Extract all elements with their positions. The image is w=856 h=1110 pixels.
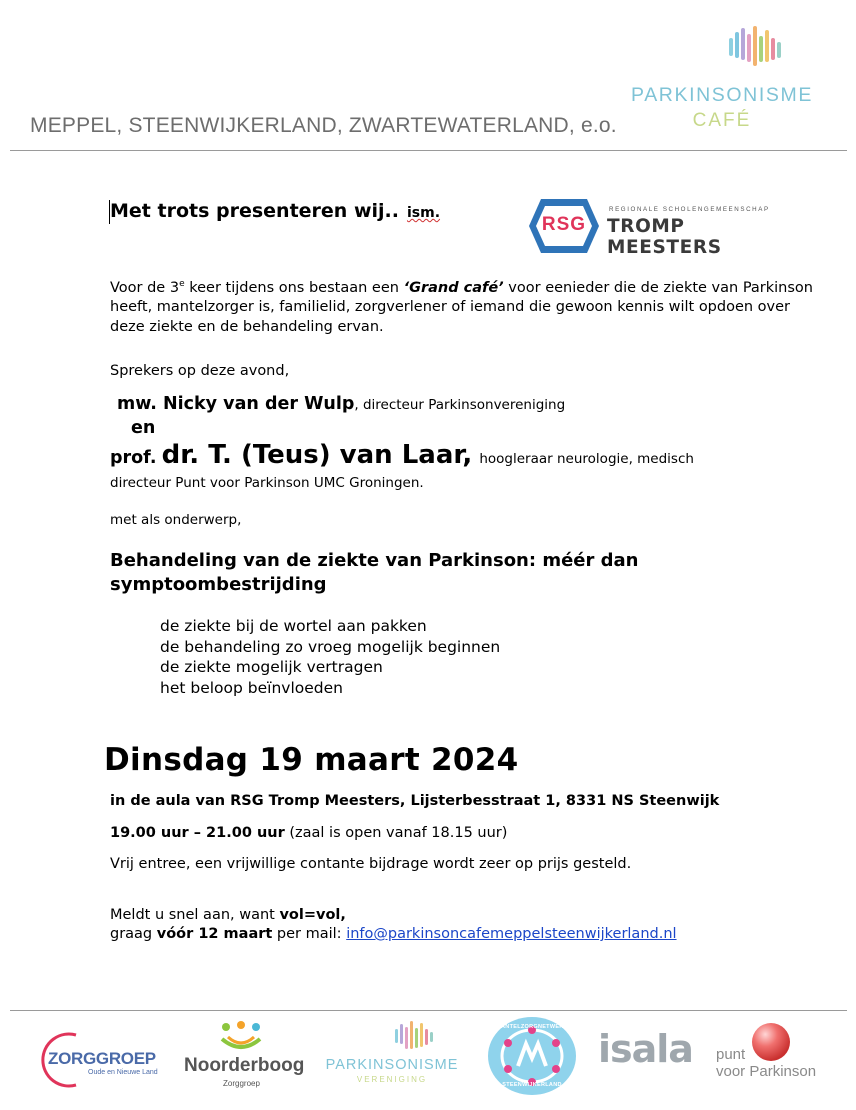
subject-points: [160, 616, 500, 698]
event-time-range: 19.00 uur – 21.00 uur: [110, 825, 285, 841]
intro-p-mid: keer tijdens ons bestaan een: [184, 279, 404, 296]
intro-title-text: Met trots presenteren wij..: [110, 200, 399, 222]
register-line1-bold: vol=vol,: [279, 907, 346, 923]
intro-paragraph: [110, 275, 825, 337]
subject-title: Behandeling van de ziekte van Parkinson: méér dan symptoombestrijding: [110, 550, 639, 595]
register-line2-pre: graag: [110, 926, 157, 942]
zorggroep-logo: [36, 1015, 166, 1095]
event-time: [110, 825, 507, 841]
mantelzorg-bottom: STEENWIJKERLAND: [502, 1082, 562, 1088]
subject-point: de ziekte bij de wortel aan pakken: [160, 617, 427, 635]
rsg-abbr: RSG: [541, 214, 587, 235]
rsg-tromp-meesters-logo: [527, 197, 789, 258]
logo-title: PARKINSONISME: [631, 84, 813, 106]
register-line2: [110, 926, 677, 942]
subject-point: het beloop beïnvloeden: [160, 678, 343, 697]
intro-title: [110, 200, 440, 222]
punt-voor-parkinson-logo: [712, 1015, 832, 1095]
speaker1-name: mw. Nicky van der Wulp: [117, 394, 355, 414]
intro-p-em: ‘Grand café’: [403, 279, 504, 296]
register-line1: [110, 907, 346, 923]
pv-main: PARKINSONISME: [325, 1057, 459, 1073]
event-date: Dinsdag 19 maart 2024: [104, 742, 519, 778]
event-entry: Vrij entree, een vrijwillige contante bijdrage wordt zeer op prijs gesteld.: [110, 856, 632, 872]
pv-bars-icon: [394, 1019, 434, 1053]
isala-logo: [598, 1015, 698, 1095]
register-line2-mid: per mail:: [272, 926, 347, 942]
speaker2-name: dr. T. (Teus) van Laar,: [161, 440, 473, 470]
event-location: in de aula van RSG Tromp Meesters, Lijsterbesstraat 1, 8331 NS Steenwijk: [110, 793, 720, 809]
speaker2: [110, 440, 694, 470]
subject-point: de ziekte mogelijk vertragen: [160, 658, 383, 676]
mantelzorgnetwerk-logo: [486, 1016, 580, 1096]
mantelzorg-top: MANTELZORGNETWERK: [496, 1024, 568, 1030]
intro-p-pre: Voor de 3: [110, 279, 180, 296]
zorggroep-main: ZORGGROEP: [48, 1049, 156, 1068]
logo-subtitle: CAFÉ: [692, 110, 752, 131]
isala-text: isala: [598, 1027, 693, 1071]
punt-line2: voor Parkinson: [716, 1063, 817, 1080]
zorggroep-sub: Oude en Nieuwe Land: [88, 1069, 158, 1076]
speaker1-role: , directeur Parkinsonvereniging: [354, 397, 566, 413]
speaker2-role-1: hoogleraar neurologie, medisch: [479, 451, 694, 467]
intro-p-sup: e: [179, 279, 185, 289]
subject-point: de behandeling zo vroeg mogelijk beginnen: [160, 637, 501, 656]
speakers-and: en: [131, 418, 156, 438]
punt-ball-icon: [750, 1021, 792, 1063]
header-region: MEPPEL, STEENWIJKERLAND, ZWARTEWATERLAND, e.o.: [30, 114, 617, 137]
email-link[interactable]: info@parkinsoncafemeppelsteenwijkerland.nl: [346, 926, 677, 942]
parkinsonisme-cafe-logo: [612, 22, 832, 137]
speaker2-prefix: prof.: [110, 448, 157, 468]
parkinsonisme-bars-icon: [727, 22, 783, 74]
intro-p-post: voor eenieder die de ziekte van Parkinson heeft, mantelzorger is, familielid, zorgverlener of iemand die gewoon kennis wilt opdoen over deze ziekte en de behandeling ervan.: [110, 279, 813, 335]
pv-sub: VERENIGING: [356, 1075, 428, 1084]
event-time-note: (zaal is open vanaf 18.15 uur): [284, 825, 508, 841]
speaker2-role-2: directeur Punt voor Parkinson UMC Groningen.: [110, 475, 424, 491]
register-line2-bold: vóór 12 maart: [156, 926, 273, 942]
header-divider: [10, 150, 847, 151]
rsg-name: TROMP MEESTERS: [607, 216, 722, 258]
noorderboog-sub: Zorggroep: [223, 1079, 260, 1088]
rsg-small-text: REGIONALE SCHOLENGEMEENSCHAP: [609, 206, 770, 213]
speakers-intro: Sprekers op deze avond,: [110, 363, 290, 379]
subject-intro: met als onderwerp,: [110, 512, 242, 528]
speaker1: [117, 394, 565, 414]
ism-text: ism.: [406, 205, 441, 221]
noorderboog-main: Noorderboog: [184, 1055, 305, 1076]
noorderboog-logo: [184, 1015, 305, 1095]
noorderboog-figures-icon: [220, 1021, 262, 1051]
punt-line1: punt: [716, 1046, 746, 1063]
register-line1-pre: Meldt u snel aan, want: [110, 907, 280, 923]
footer-divider: [10, 1010, 847, 1011]
parkinsonisme-vereniging-logo: [314, 1015, 470, 1095]
